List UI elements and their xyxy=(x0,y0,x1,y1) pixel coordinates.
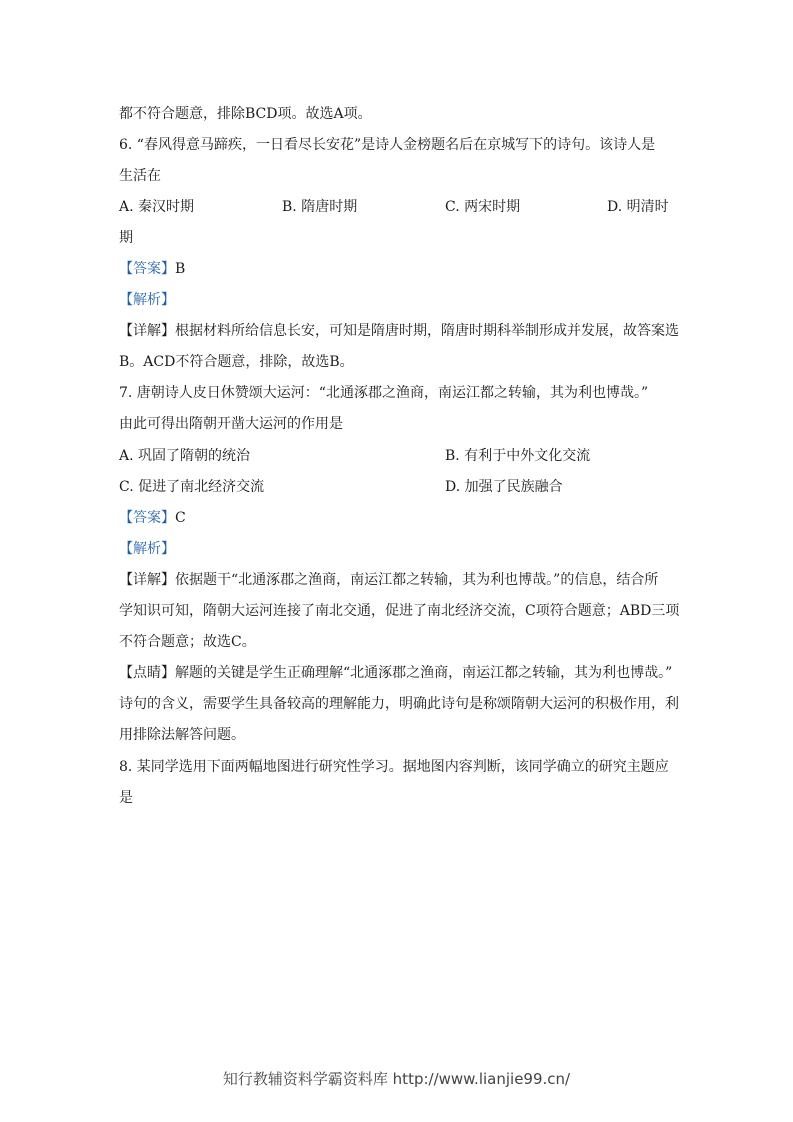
question-6-option-b: B. 隋唐时期 xyxy=(282,199,358,215)
question-6-option-d-cont: 期 xyxy=(119,230,133,246)
question-7-detail xyxy=(119,570,658,590)
text-line: 都不符合题意，排除BCD项。故选A项。 xyxy=(119,106,372,122)
answer-value: C xyxy=(175,510,186,526)
question-7-stem-cont: 由此可得出隋朝开凿大运河的作用是 xyxy=(119,416,343,432)
question-7-option-c: C. 促进了南北经济交流 xyxy=(119,479,265,495)
footer-watermark: 知行教辅资料学霸资料库 http://www.lianjie99.cn/ xyxy=(222,1070,571,1088)
question-6-option-a: A. 秦汉时期 xyxy=(119,199,195,215)
question-6-option-c: C. 两宋时期 xyxy=(445,199,521,215)
question-7-option-b: B. 有利于中外文化交流 xyxy=(445,448,591,464)
detail-text: 根据材料所给信息长安，可知是隋唐时期，隋唐时期科举制形成并发展，故答案选 xyxy=(175,323,679,339)
detail-text: 依据题干“北通涿郡之渔商，南运江都之转输，其为利也博哉。”的信息，结合所 xyxy=(175,572,659,588)
question-7-detail-cont: 学知识可知，隋朝大运河连接了南北交通，促进了南北经济交流，C项符合题意；ABD三项 xyxy=(119,603,680,619)
question-7-option-d: D. 加强了民族融合 xyxy=(445,479,563,495)
question-6-analysis-tag: 【解析】 xyxy=(119,292,175,308)
answer-value: B xyxy=(175,261,186,277)
detail-tag: 【详解】 xyxy=(119,323,175,339)
question-6-stem-cont: 生活在 xyxy=(119,168,161,184)
detail-tag: 【详解】 xyxy=(119,572,175,588)
question-6-detail xyxy=(119,321,679,341)
question-8-stem-cont: 是 xyxy=(119,790,133,806)
answer-tag: 【答案】 xyxy=(119,261,175,277)
question-6-option-d: D. 明清时 xyxy=(607,199,669,215)
answer-tag: 【答案】 xyxy=(119,510,175,526)
question-7-stem: 7. 唐朝诗人皮日休赞颂大运河：“北通涿郡之渔商，南运江都之转输，其为利也博哉。” xyxy=(119,385,649,401)
question-6-stem: 6. “春风得意马蹄疾，一日看尽长安花”是诗人金榜题名后在京城写下的诗句。该诗人是 xyxy=(119,137,656,153)
comment-text: 解题的关键是学生正确理解“北通涿郡之渔商，南运江都之转输，其为利也博哉。” xyxy=(175,665,673,681)
question-7-detail-cont2: 不符合题意；故选C。 xyxy=(119,634,256,650)
question-7-answer xyxy=(119,508,186,528)
question-8-stem: 8. 某同学选用下面两幅地图进行研究性学习。据地图内容判断，该同学确立的研究主题应 xyxy=(119,759,669,775)
question-7-comment xyxy=(119,663,672,683)
question-7-analysis-tag: 【解析】 xyxy=(119,541,175,557)
question-6-detail-cont: B。ACD不符合题意，排除，故选B。 xyxy=(119,354,354,370)
question-7-comment-cont2: 用排除法解答问题。 xyxy=(119,727,245,743)
comment-tag: 【点睛】 xyxy=(119,665,175,681)
question-7-option-a: A. 巩固了隋朝的统治 xyxy=(119,448,251,464)
question-7-comment-cont: 诗句的含义，需要学生具备较高的理解能力，明确此诗句是称颂隋朝大运河的积极作用，利 xyxy=(119,696,679,712)
question-6-answer xyxy=(119,259,185,279)
